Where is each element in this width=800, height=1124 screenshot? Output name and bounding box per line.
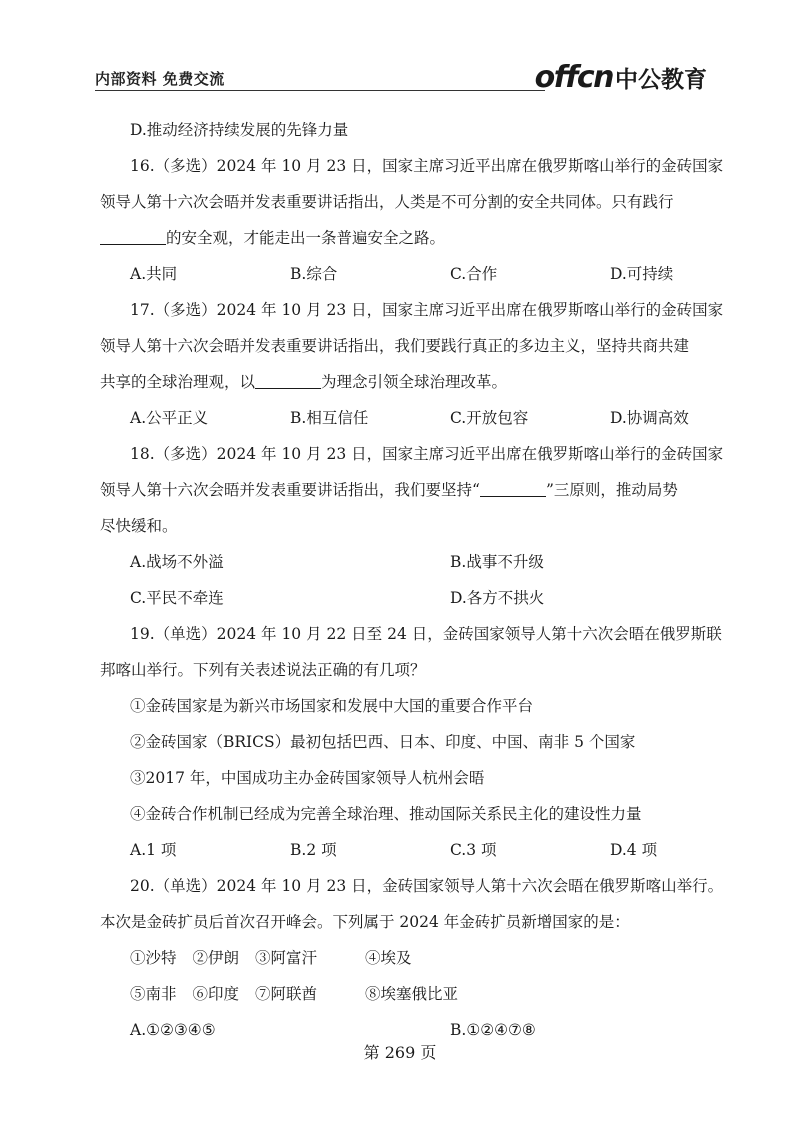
q19-stem-line2: 邦喀山举行。下列有关表述说法正确的有几项？	[100, 661, 426, 679]
q18-option-a: A.战场不外溢	[130, 553, 224, 571]
header-label: 内部资料 免费交流	[95, 70, 225, 88]
q17-option-d: D.协调高效	[610, 409, 689, 427]
q20-stem-line1: 20.（单选）2024 年 10 月 23 日，金砖国家领导人第十六次会晤在俄罗斯喀山举行。	[130, 877, 724, 895]
country-item: ①沙特	[130, 949, 177, 967]
q17-stem-head: 共享的全球治理观，以	[100, 373, 256, 391]
q16-option-b: B.综合	[290, 265, 338, 283]
q17-stem-line3	[100, 364, 705, 400]
country-item: ②伊朗	[192, 949, 240, 967]
q20-countries-row1	[100, 940, 705, 976]
offcn-logo	[535, 60, 707, 95]
q19-statement-1: ①金砖国家是为新兴市场国家和发展中大国的重要合作平台	[130, 697, 534, 715]
answer-blank	[100, 228, 166, 245]
header-rule	[95, 90, 545, 91]
q18-options-row2	[100, 580, 705, 616]
page-number: 第 269 页	[363, 1043, 437, 1062]
q17-stem-line2: 领导人第十六次会晤并发表重要讲话指出，我们要践行真正的多边主义，坚持共商共建	[100, 337, 690, 355]
page-header	[95, 60, 707, 94]
q16-stem-line3	[100, 220, 705, 256]
logo-cn-text: 中公教育	[615, 67, 707, 93]
q18-stem-line3: 尽快缓和。	[100, 517, 178, 535]
q16-stem-line2: 领导人第十六次会晤并发表重要讲话指出，人类是不可分割的安全共同体。只有践行	[100, 193, 674, 211]
q20-countries-row2	[100, 976, 705, 1012]
q19-options	[100, 832, 705, 868]
q16-stem-tail: 的安全观，才能走出一条普遍安全之路。	[166, 229, 446, 247]
q19-option-a: A.1 项	[130, 841, 177, 859]
q20-option-b: B.①②④⑦⑧	[450, 1021, 536, 1039]
q18-stem-line1: 18.（多选）2024 年 10 月 23 日，国家主席习近平出席在俄罗斯喀山举行的金砖国家	[130, 445, 724, 463]
q18-stem-line2	[100, 472, 705, 508]
q18-option-b: B.战事不升级	[450, 553, 544, 571]
q19-stem-line1: 19.（单选）2024 年 10 月 22 日至 24 日，金砖国家领导人第十六次会晤在俄罗斯联	[130, 625, 722, 643]
q17-stem-tail: 为理念引领全球治理改革。	[321, 373, 508, 391]
q20-stem-line2: 本次是金砖扩员后首次召开峰会。下列属于 2024 年金砖扩员新增国家的是：	[100, 913, 630, 931]
q17-options	[100, 400, 705, 436]
q18-option-c: C.平民不牵连	[130, 589, 224, 607]
logo-en-text: offcn	[534, 60, 613, 95]
q16-option-d: D.可持续	[610, 265, 674, 283]
q17-option-c: C.开放包容	[450, 409, 529, 427]
q18-stem-tail: ”三原则，推动局势	[545, 481, 678, 499]
answer-blank	[480, 480, 546, 497]
q19-statement-4: ④金砖合作机制已经成为完善全球治理、推动国际关系民主化的建设性力量	[130, 805, 642, 823]
answer-blank	[255, 372, 321, 389]
q17-option-a: A.公平正义	[130, 409, 209, 427]
q19-option-c: C.3 项	[450, 841, 497, 859]
q19-option-d: D.4 项	[610, 841, 658, 859]
q18-stem-head: 领导人第十六次会晤并发表重要讲话指出，我们要坚持“	[100, 481, 480, 499]
q19-statement-3: ③2017 年，中国成功主办金砖国家领导人杭州会晤	[130, 769, 485, 787]
q19-option-b: B.2 项	[290, 841, 337, 859]
q16-stem-line1: 16.（多选）2024 年 10 月 23 日，国家主席习近平出席在俄罗斯喀山举行的金砖国家	[130, 157, 724, 175]
country-item: ⑤南非	[130, 985, 177, 1003]
q16-option-a: A.共同	[130, 265, 178, 283]
country-item: ⑥印度	[192, 985, 240, 1003]
country-item: ⑧埃塞俄比亚	[365, 985, 459, 1003]
q18-options-row1	[100, 544, 705, 580]
q20-option-a: A.①②③④⑤	[130, 1021, 216, 1039]
q16-option-c: C.合作	[450, 265, 498, 283]
q17-option-b: B.相互信任	[290, 409, 369, 427]
q18-option-d: D.各方不拱火	[450, 589, 545, 607]
q15-option-d: D.推动经济持续发展的先锋力量	[130, 121, 349, 139]
document-body	[100, 112, 724, 1048]
q19-statement-2: ②金砖国家（BRICS）最初包括巴西、日本、印度、中国、南非 5 个国家	[130, 733, 636, 751]
country-item: ③阿富汗	[255, 949, 318, 967]
q16-options	[100, 256, 705, 292]
country-item: ④埃及	[365, 949, 412, 967]
country-item: ⑦阿联酋	[255, 985, 318, 1003]
q17-stem-line1: 17.（多选）2024 年 10 月 23 日，国家主席习近平出席在俄罗斯喀山举行的金砖国家	[130, 301, 724, 319]
